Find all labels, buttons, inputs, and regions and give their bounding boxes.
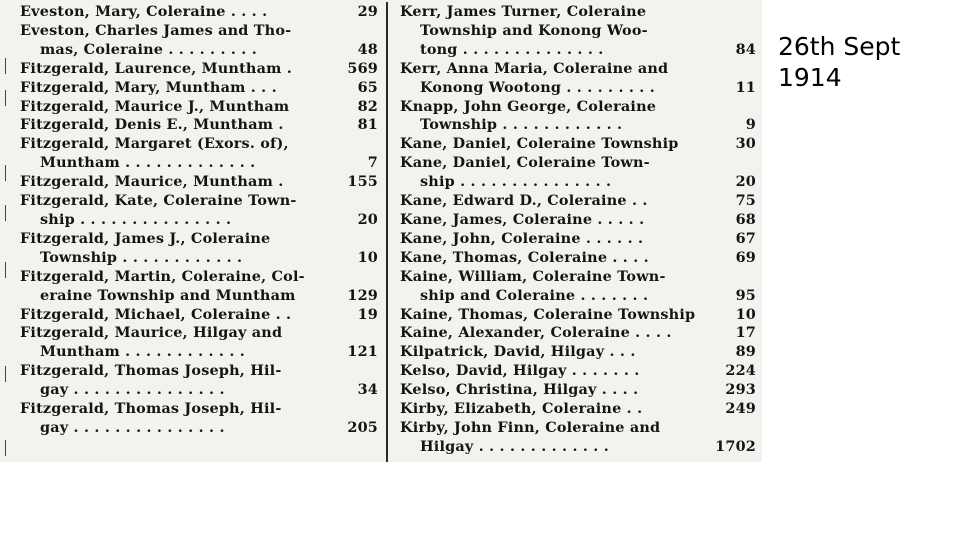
entry-name-line: Fitzgerald, Margaret (Exors. of), xyxy=(20,135,289,153)
list-entry xyxy=(400,192,762,211)
list-entry xyxy=(20,268,382,306)
list-entry xyxy=(20,116,382,135)
entry-name-line: Kane, Edward D., Coleraine . . xyxy=(400,192,648,210)
entry-name-line: Knapp, John George, Coleraine xyxy=(400,97,657,115)
entry-name-line: mas, Coleraine . . . . . . . . . xyxy=(40,40,257,58)
entry-name-line: Fitzgerald, Thomas Joseph, Hil- xyxy=(20,362,282,380)
entry-amount: 20 xyxy=(357,210,378,228)
list-entry xyxy=(400,211,762,230)
list-entry xyxy=(20,400,382,438)
entry-name-line: Kaine, Thomas, Coleraine Township xyxy=(400,305,696,323)
entry-amount: 9 xyxy=(745,116,756,134)
list-entry xyxy=(20,79,382,98)
entry-amount: 69 xyxy=(735,248,756,266)
entry-name-line: eraine Township and Muntham xyxy=(40,286,296,304)
entry-name-line: Fitzgerald, Laurence, Muntham . xyxy=(20,59,292,77)
list-entry xyxy=(400,135,762,154)
list-entry xyxy=(20,3,382,22)
entry-name-line: Muntham . . . . . . . . . . . . xyxy=(40,343,245,361)
margin-mark xyxy=(5,262,6,278)
entry-name-line: Kelso, Christina, Hilgay . . . . xyxy=(400,381,639,399)
margin-mark xyxy=(5,205,6,221)
list-entry xyxy=(400,3,762,60)
margin-mark xyxy=(5,366,6,382)
entry-amount: 224 xyxy=(725,362,756,380)
list-entry xyxy=(400,268,762,306)
entry-amount: 34 xyxy=(357,381,378,399)
list-entry xyxy=(20,306,382,325)
list-entry xyxy=(400,98,762,136)
list-entry xyxy=(400,249,762,268)
entry-name-line: Kane, John, Coleraine . . . . . . xyxy=(400,229,644,247)
entry-name-line: Fitzgerald, Denis E., Muntham . xyxy=(20,116,284,134)
entry-name-line: Eveston, Charles James and Tho- xyxy=(20,21,292,39)
entry-amount: 68 xyxy=(735,210,756,228)
entry-amount: 65 xyxy=(357,78,378,96)
entry-amount: 19 xyxy=(357,305,378,323)
entry-amount: 10 xyxy=(357,248,378,266)
entry-amount: 75 xyxy=(735,192,756,210)
entry-name-line: Fitzgerald, Maurice, Hilgay and xyxy=(20,324,283,342)
list-entry xyxy=(400,60,762,98)
entry-name-line: gay . . . . . . . . . . . . . . . xyxy=(40,418,225,436)
list-entry xyxy=(20,98,382,117)
entry-name-line: Kirby, Elizabeth, Coleraine . . xyxy=(400,400,643,418)
entry-amount: 11 xyxy=(735,78,756,96)
entry-amount: 67 xyxy=(735,229,756,247)
entry-amount: 81 xyxy=(357,116,378,134)
entry-name-line: Fitzgerald, Maurice J., Muntham xyxy=(20,97,290,115)
list-entry xyxy=(400,362,762,381)
date-line-2: 1914 xyxy=(778,63,842,92)
entry-amount: 17 xyxy=(735,324,756,342)
entry-name-line: Konong Wootong . . . . . . . . . xyxy=(420,78,655,96)
margin-mark xyxy=(5,90,6,106)
entry-amount: 129 xyxy=(347,286,378,304)
entry-amount: 249 xyxy=(725,400,756,418)
entry-amount: 89 xyxy=(735,343,756,361)
entry-name-line: Kerr, Anna Maria, Coleraine and xyxy=(400,59,669,77)
entry-amount: 7 xyxy=(367,154,378,172)
list-entry xyxy=(20,22,382,60)
list-entry xyxy=(400,381,762,400)
entry-name-line: Fitzgerald, Maurice, Muntham . xyxy=(20,173,284,191)
entry-amount: 293 xyxy=(725,381,756,399)
entry-name-line: Kilpatrick, David, Hilgay . . . xyxy=(400,343,636,361)
entry-amount: 82 xyxy=(357,97,378,115)
entry-amount: 30 xyxy=(735,135,756,153)
entry-amount: 20 xyxy=(735,173,756,191)
entry-name-line: Fitzgerald, Thomas Joseph, Hil- xyxy=(20,400,282,418)
entry-name-line: Fitzgerald, James J., Coleraine xyxy=(20,229,271,247)
list-entry xyxy=(400,400,762,419)
entry-amount: 155 xyxy=(347,173,378,191)
entry-amount: 95 xyxy=(735,286,756,304)
list-entry xyxy=(400,230,762,249)
list-entry xyxy=(20,230,382,268)
entry-amount: 84 xyxy=(735,40,756,58)
entry-name-line: Kaine, Alexander, Coleraine . . . . xyxy=(400,324,672,342)
entry-name-line: Kirby, John Finn, Coleraine and xyxy=(400,418,661,436)
entry-name-line: Muntham . . . . . . . . . . . . . xyxy=(40,154,256,172)
list-entry xyxy=(400,343,762,362)
entry-name-line: Kane, James, Coleraine . . . . . xyxy=(400,210,645,228)
entry-name-line: Kerr, James Turner, Coleraine xyxy=(400,3,647,20)
entry-name-line: Fitzgerald, Kate, Coleraine Town- xyxy=(20,192,297,210)
margin-mark xyxy=(5,58,6,74)
entry-name-line: gay . . . . . . . . . . . . . . . xyxy=(40,381,225,399)
entry-name-line: Eveston, Mary, Coleraine . . . . xyxy=(20,3,268,20)
entry-amount: 121 xyxy=(347,343,378,361)
entry-name-line: Township . . . . . . . . . . . . xyxy=(420,116,623,134)
margin-mark xyxy=(5,440,6,456)
column-divider xyxy=(386,2,388,462)
entry-amount: 569 xyxy=(347,59,378,77)
entry-name-line: ship and Coleraine . . . . . . . xyxy=(420,286,649,304)
list-entry xyxy=(20,60,382,79)
entry-name-line: Township and Konong Woo- xyxy=(420,21,648,39)
entry-name-line: Kane, Daniel, Coleraine Township xyxy=(400,135,679,153)
entry-amount: 29 xyxy=(357,3,378,20)
list-entry xyxy=(20,362,382,400)
entry-name-line: tong . . . . . . . . . . . . . . xyxy=(420,40,604,58)
entry-name-line: ship . . . . . . . . . . . . . . . xyxy=(40,210,232,228)
entry-amount: 48 xyxy=(357,40,378,58)
list-entry xyxy=(20,135,382,173)
list-entry xyxy=(400,306,762,325)
entry-amount: 10 xyxy=(735,305,756,323)
entry-name-line: Hilgay . . . . . . . . . . . . . xyxy=(420,437,609,455)
list-entry xyxy=(400,154,762,192)
date-line-1: 26th Sept xyxy=(778,32,901,61)
entry-name-line: Fitzgerald, Michael, Coleraine . . xyxy=(20,305,292,323)
left-column xyxy=(20,3,382,438)
entry-name-line: Kelso, David, Hilgay . . . . . . . xyxy=(400,362,640,380)
entry-name-line: Kane, Daniel, Coleraine Town- xyxy=(400,154,650,172)
entry-amount: 205 xyxy=(347,418,378,436)
entry-name-line: Kane, Thomas, Coleraine . . . . xyxy=(400,248,649,266)
list-entry xyxy=(20,192,382,230)
entry-amount: 1702 xyxy=(715,437,756,455)
list-entry xyxy=(400,324,762,343)
right-column xyxy=(400,3,762,457)
entry-name-line: Kaine, William, Coleraine Town- xyxy=(400,267,666,285)
entry-name-line: Fitzgerald, Martin, Coleraine, Col- xyxy=(20,267,305,285)
list-entry xyxy=(20,324,382,362)
entry-name-line: Fitzgerald, Mary, Muntham . . . xyxy=(20,78,277,96)
date-annotation xyxy=(778,31,900,93)
entry-name-line: ship . . . . . . . . . . . . . . . xyxy=(420,173,612,191)
list-entry xyxy=(400,419,762,457)
margin-mark xyxy=(5,165,6,181)
list-entry xyxy=(20,173,382,192)
entry-name-line: Township . . . . . . . . . . . . xyxy=(40,248,243,266)
